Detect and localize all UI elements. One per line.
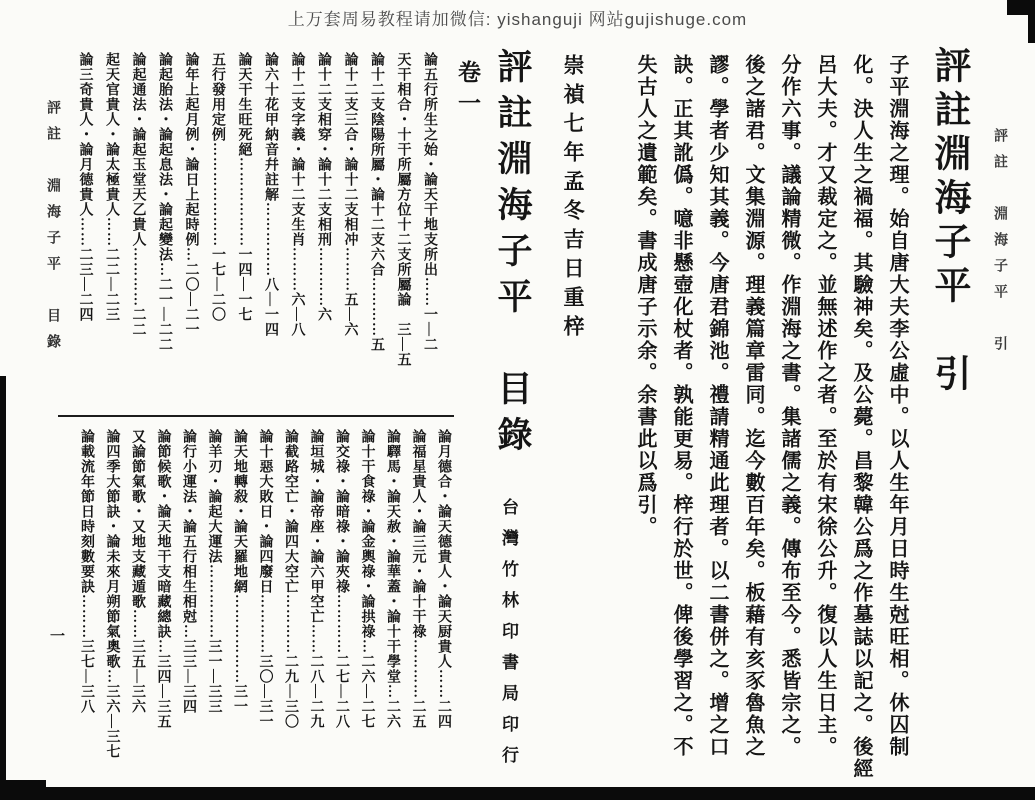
preface-column: 訣。正其訛僞。噫非懸壺化杖者。孰能更易。梓行於世。俾後學習之。不 xyxy=(670,54,692,758)
preface-date-line: 崇禎七年孟冬吉日重梓 xyxy=(561,54,585,344)
toc-entry: 論十二支陰陽所屬・論十二支六合…………五 xyxy=(369,52,384,352)
toc-entry: 又論節氣歌・又地支藏遁歌……三五—三六 xyxy=(130,429,145,714)
preface-column: 分作六事。議論精微。作淵海之書。集諸儒之義。傳布至今。悉皆宗之。 xyxy=(778,54,800,758)
toc-entry: 論十干食祿・論金輿祿・論拱祿…二六—二七 xyxy=(359,429,375,729)
toc-entry: 論天干生旺死絕………………一四—一七 xyxy=(236,52,252,322)
toc-entry: 起天官貴人・論太極貴人……二二—二三 xyxy=(104,52,119,322)
toc-entry: 論羊刃・論起大運法……………三一—三三 xyxy=(206,429,222,714)
toc-entry: 論三奇貴人・論月德貴人……二三—二四 xyxy=(77,52,93,322)
toc-register-divider xyxy=(58,415,454,417)
scan-artifact-top-right xyxy=(1007,0,1035,15)
toc-entry: 五行發用定例…………………一七—二〇 xyxy=(210,52,225,322)
toc-entry: 論驛馬・論天赦・論華蓋・論十干學堂…二六 xyxy=(385,429,400,729)
preface-column: 謬。學者少知其義。今唐君錦池。禮請精通此理者。以二書併之。增之口 xyxy=(706,54,728,758)
watermark-text: 上万套周易教程请加微信: yishanguji 网站gujishuge.com xyxy=(287,10,748,29)
preface-column: 子平淵海之理。始自唐大夫李公虛中。以人生年月日時生尅旺相。休囚制 xyxy=(886,54,908,758)
preface-column: 化。決人生之禍福。其驗神矣。及公薨。昌黎韓公爲之作墓誌以記之。後經 xyxy=(850,54,872,780)
toc-entry: 論行小運法・論五行相生相尅…三三—三四 xyxy=(181,429,196,714)
volume-label: 卷一 xyxy=(455,60,480,122)
scan-artifact-left-edge xyxy=(0,376,6,800)
preface-title: 評註淵海子平 引 xyxy=(928,46,969,398)
preface-column: 呂大夫。才又裁定之。並無述作之者。至於有宋徐公升。復以人生日主。 xyxy=(814,54,836,758)
toc-top-register xyxy=(66,52,442,416)
toc-entry: 論六十花甲納音幷註解……………八—一四 xyxy=(263,52,278,337)
toc-entry: 論截路空亡・論四大空亡…………二九—三〇 xyxy=(283,429,298,729)
toc-title: 評註淵海子平 目錄 xyxy=(493,48,532,462)
toc-entry: 天干相合・十干所屬方位十二支所屬論 三—五 xyxy=(395,52,411,367)
toc-entry: 論十惡大敗日・論四廢日…………三〇—三一 xyxy=(257,429,273,729)
toc-entry: 論起通法・論起玉堂天乙貴人…………二二 xyxy=(130,52,146,337)
toc-entry: 論十二支字義・論十二支生肖………六—八 xyxy=(289,52,305,337)
scan-artifact-bottom-edge xyxy=(0,787,1035,800)
toc-entry: 論月德合・論天德貴人・論天厨貴人……二四 xyxy=(436,429,451,729)
preface-column: 失古人之遺範矣。書成唐子示余。余書此以爲引。 xyxy=(634,54,656,538)
toc-entry: 論垣城・論帝座・論六甲空亡……二八—二九 xyxy=(308,429,324,729)
toc-entry: 論交祿・論暗祿・論夾祿…………二七—二八 xyxy=(334,429,349,729)
toc-entry: 論十二支相穿・論十二支相刑…………六 xyxy=(316,52,331,322)
preface-column: 後之諸君。文集淵源。理義篇章雷同。迄今數百年矣。板藉有亥豕魯魚之 xyxy=(742,54,764,758)
toc-entry: 論載流年節日時刻數要訣………三七—三八 xyxy=(79,429,94,714)
preface-spine-label: 評註 淵海子平 引 xyxy=(992,128,1007,362)
page-number: 一 xyxy=(48,628,64,643)
toc-entry: 論起胎法・論起息法・論起變法…二一—二二 xyxy=(157,52,172,352)
toc-bottom-register xyxy=(66,429,456,793)
toc-entry: 論年上起月例・論日上起時例…二〇—二一 xyxy=(183,52,199,337)
toc-entry: 論五行所生之始・論天干地支所出……一—二 xyxy=(422,52,437,352)
toc-entry: 論十二支三合・論十二支相冲………五—六 xyxy=(342,52,358,337)
toc-entry: 論節候歌・論天地干支暗藏總訣…三四—三五 xyxy=(155,429,171,729)
toc-spine-label: 評註 淵海子平 目錄 xyxy=(45,100,60,360)
scan-artifact-right-edge xyxy=(1028,15,1035,43)
toc-entry: 論福星貴人・論三元・論十干祿…………二五 xyxy=(410,429,426,729)
toc-entry: 論四季大節訣・論未來月朔節氣奧歌…三六—三七 xyxy=(104,429,120,759)
toc-entry: 論天地轉殺・論天羅地網………………三一 xyxy=(232,429,247,714)
preface-body xyxy=(627,54,915,796)
toc-publisher: 台灣竹林印書局印行 xyxy=(499,498,518,777)
